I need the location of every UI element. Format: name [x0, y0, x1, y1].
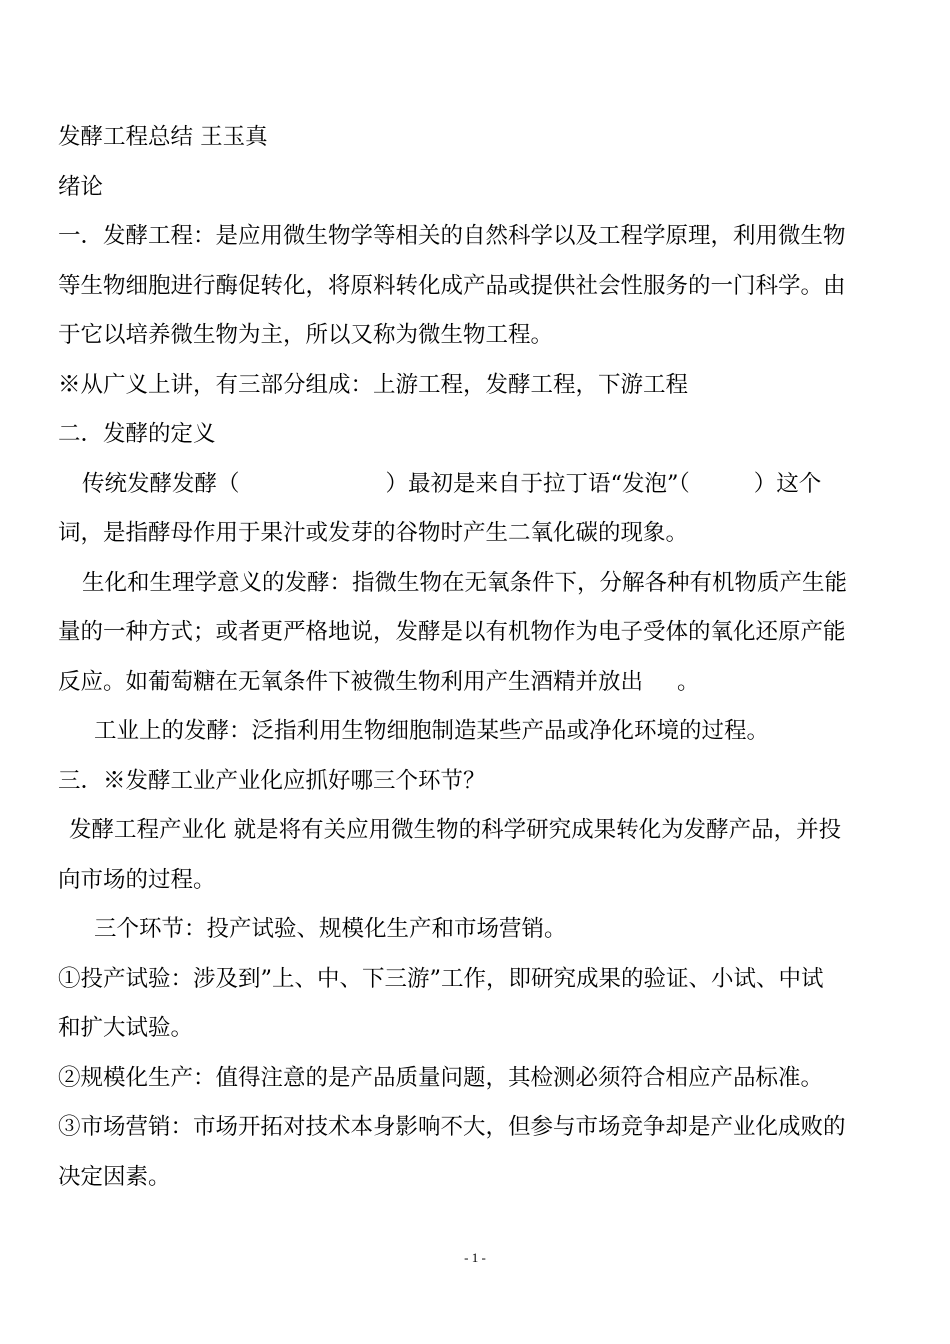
- list-item-line: 决定因素。: [58, 1163, 171, 1190]
- paragraph-line: ※从广义上讲，有三部分组成：上游工程，发酵工程，下游工程: [58, 371, 689, 398]
- list-item-line: 和扩大试验。: [58, 1015, 194, 1041]
- paragraph-line: 三个环节：投产试验、规模化生产和市场营销。: [94, 916, 567, 942]
- paragraph-line: 工业上的发酵：泛指利用生物细胞制造某些产品或净化环境的过程。: [94, 718, 770, 744]
- paragraph-line-ferment: [58, 460, 900, 510]
- paragraph-line: 量的一种方式；或者更严格地说，发酵是以有机物作为电子受体的氧化还原产能: [58, 619, 846, 645]
- section-heading-definition: 二．发酵的定义: [58, 421, 216, 447]
- page-number: - 1 -: [464, 1250, 486, 1265]
- list-item-line: ③市场营销：市场开拓对技术本身影响不大，但参与市场竞争却是产业化成败的: [58, 1114, 846, 1140]
- list-item-line: ②规模化生产：值得注意的是产品质量问题，其检测必须符合相应产品标准。: [58, 1064, 824, 1091]
- section-heading-intro: 绪论: [58, 173, 104, 200]
- document-title: 发酵工程总结 王玉真: [58, 124, 268, 150]
- document-body: [58, 113, 900, 1202]
- text-fragment: ）最初是来自于拉丁语“发泡”（: [385, 470, 690, 497]
- paragraph-line-glucose: [58, 658, 900, 708]
- text-fragment: ）这个: [753, 470, 822, 497]
- section-heading-industrialization: 三．※发酵工业产业化应抓好哪三个环节？: [58, 767, 486, 794]
- text-fragment: 传统发酵发酵（: [82, 470, 240, 497]
- paragraph-line: 向市场的过程。: [58, 866, 216, 893]
- paragraph-line: 生化和生理学意义的发酵：指微生物在无氧条件下，分解各种有机物质产生能: [82, 569, 848, 596]
- paragraph-line: 一．发酵工程：是应用微生物学等相关的自然科学以及工程学原理，利用微生物: [58, 223, 846, 249]
- text-fragment: 反应。如葡萄糖在无氧条件下被微生物利用产生酒精并放出: [58, 668, 644, 695]
- text-fragment: 。: [677, 668, 700, 695]
- paragraph-line: 等生物细胞进行酶促转化，将原料转化成产品或提供社会性服务的一门科学。由: [58, 272, 846, 299]
- paragraph-line: 词，是指酵母作用于果汁或发芽的谷物时产生二氧化碳的现象。: [58, 520, 689, 546]
- paragraph-line: 于它以培养微生物为主，所以又称为微生物工程。: [58, 322, 554, 348]
- list-item-line: ①投产试验：涉及到”上、中、下三游”工作，即研究成果的验证、小试、中试: [58, 965, 824, 992]
- paragraph-line: 发酵工程产业化 就是将有关应用微生物的科学研究成果转化为发酵产品，并投: [69, 817, 842, 843]
